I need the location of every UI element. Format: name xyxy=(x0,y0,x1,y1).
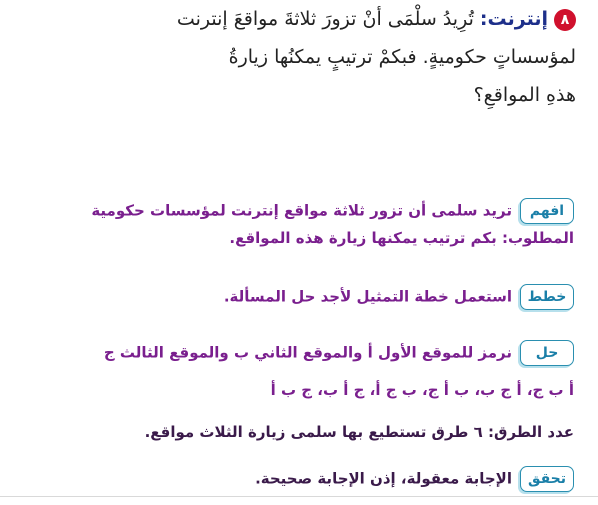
solve-line-2: أ ب ج، أ ج ب، ب أ ج، ب ج أ، ج أ ب، ج ب أ xyxy=(270,381,574,399)
understand-badge: افهم xyxy=(520,198,574,224)
solve-line-3: عدد الطرق: ٦ طرق تستطيع بها سلمى زيارة الثلاث مواقع. xyxy=(144,423,574,441)
solve-row xyxy=(104,340,574,366)
problem-line-2: لمؤسساتٍ حكوميةٍ. فبكمْ ترتيبٍ يمكنُها زيارةُ xyxy=(228,46,576,68)
problem-number-badge: ٨ xyxy=(554,9,576,31)
understand-line-2: المطلوب: بكم ترتيب يمكنها زيارة هذه المواقع. xyxy=(229,229,574,247)
understand-line-2-row xyxy=(229,226,574,250)
understand-row xyxy=(91,198,574,224)
solve-badge: حل xyxy=(520,340,574,366)
problem-line-1 xyxy=(177,2,576,36)
bottom-divider xyxy=(0,496,598,497)
problem-text-1: تُرِيدُ سلْمَى أنْ تزورَ ثلاثةَ مواقعَ إنترنت xyxy=(176,8,474,30)
understand-line-1: تريد سلمى أن تزور ثلاثة مواقع إنترنت لمؤسسات حكومية xyxy=(91,201,512,220)
problem-keyword: إنترنت: xyxy=(479,8,548,30)
solve-line-2-row xyxy=(271,378,574,402)
problem-line-3: هذهِ المواقعِ؟ xyxy=(473,84,576,106)
check-line-1: الإجابة معقولة، إذن الإجابة صحيحة. xyxy=(255,469,512,488)
check-badge: تحقق xyxy=(520,466,574,492)
solve-line-1: نرمز للموقع الأول أ والموقع الثاني ب والموقع الثالث ج xyxy=(103,343,512,362)
plan-row xyxy=(224,284,574,310)
plan-badge: خطط xyxy=(520,284,574,310)
solve-line-3-row xyxy=(145,420,574,444)
check-row xyxy=(255,466,574,492)
plan-line-1: استعمل خطة التمثيل لأجد حل المسألة. xyxy=(223,287,512,306)
